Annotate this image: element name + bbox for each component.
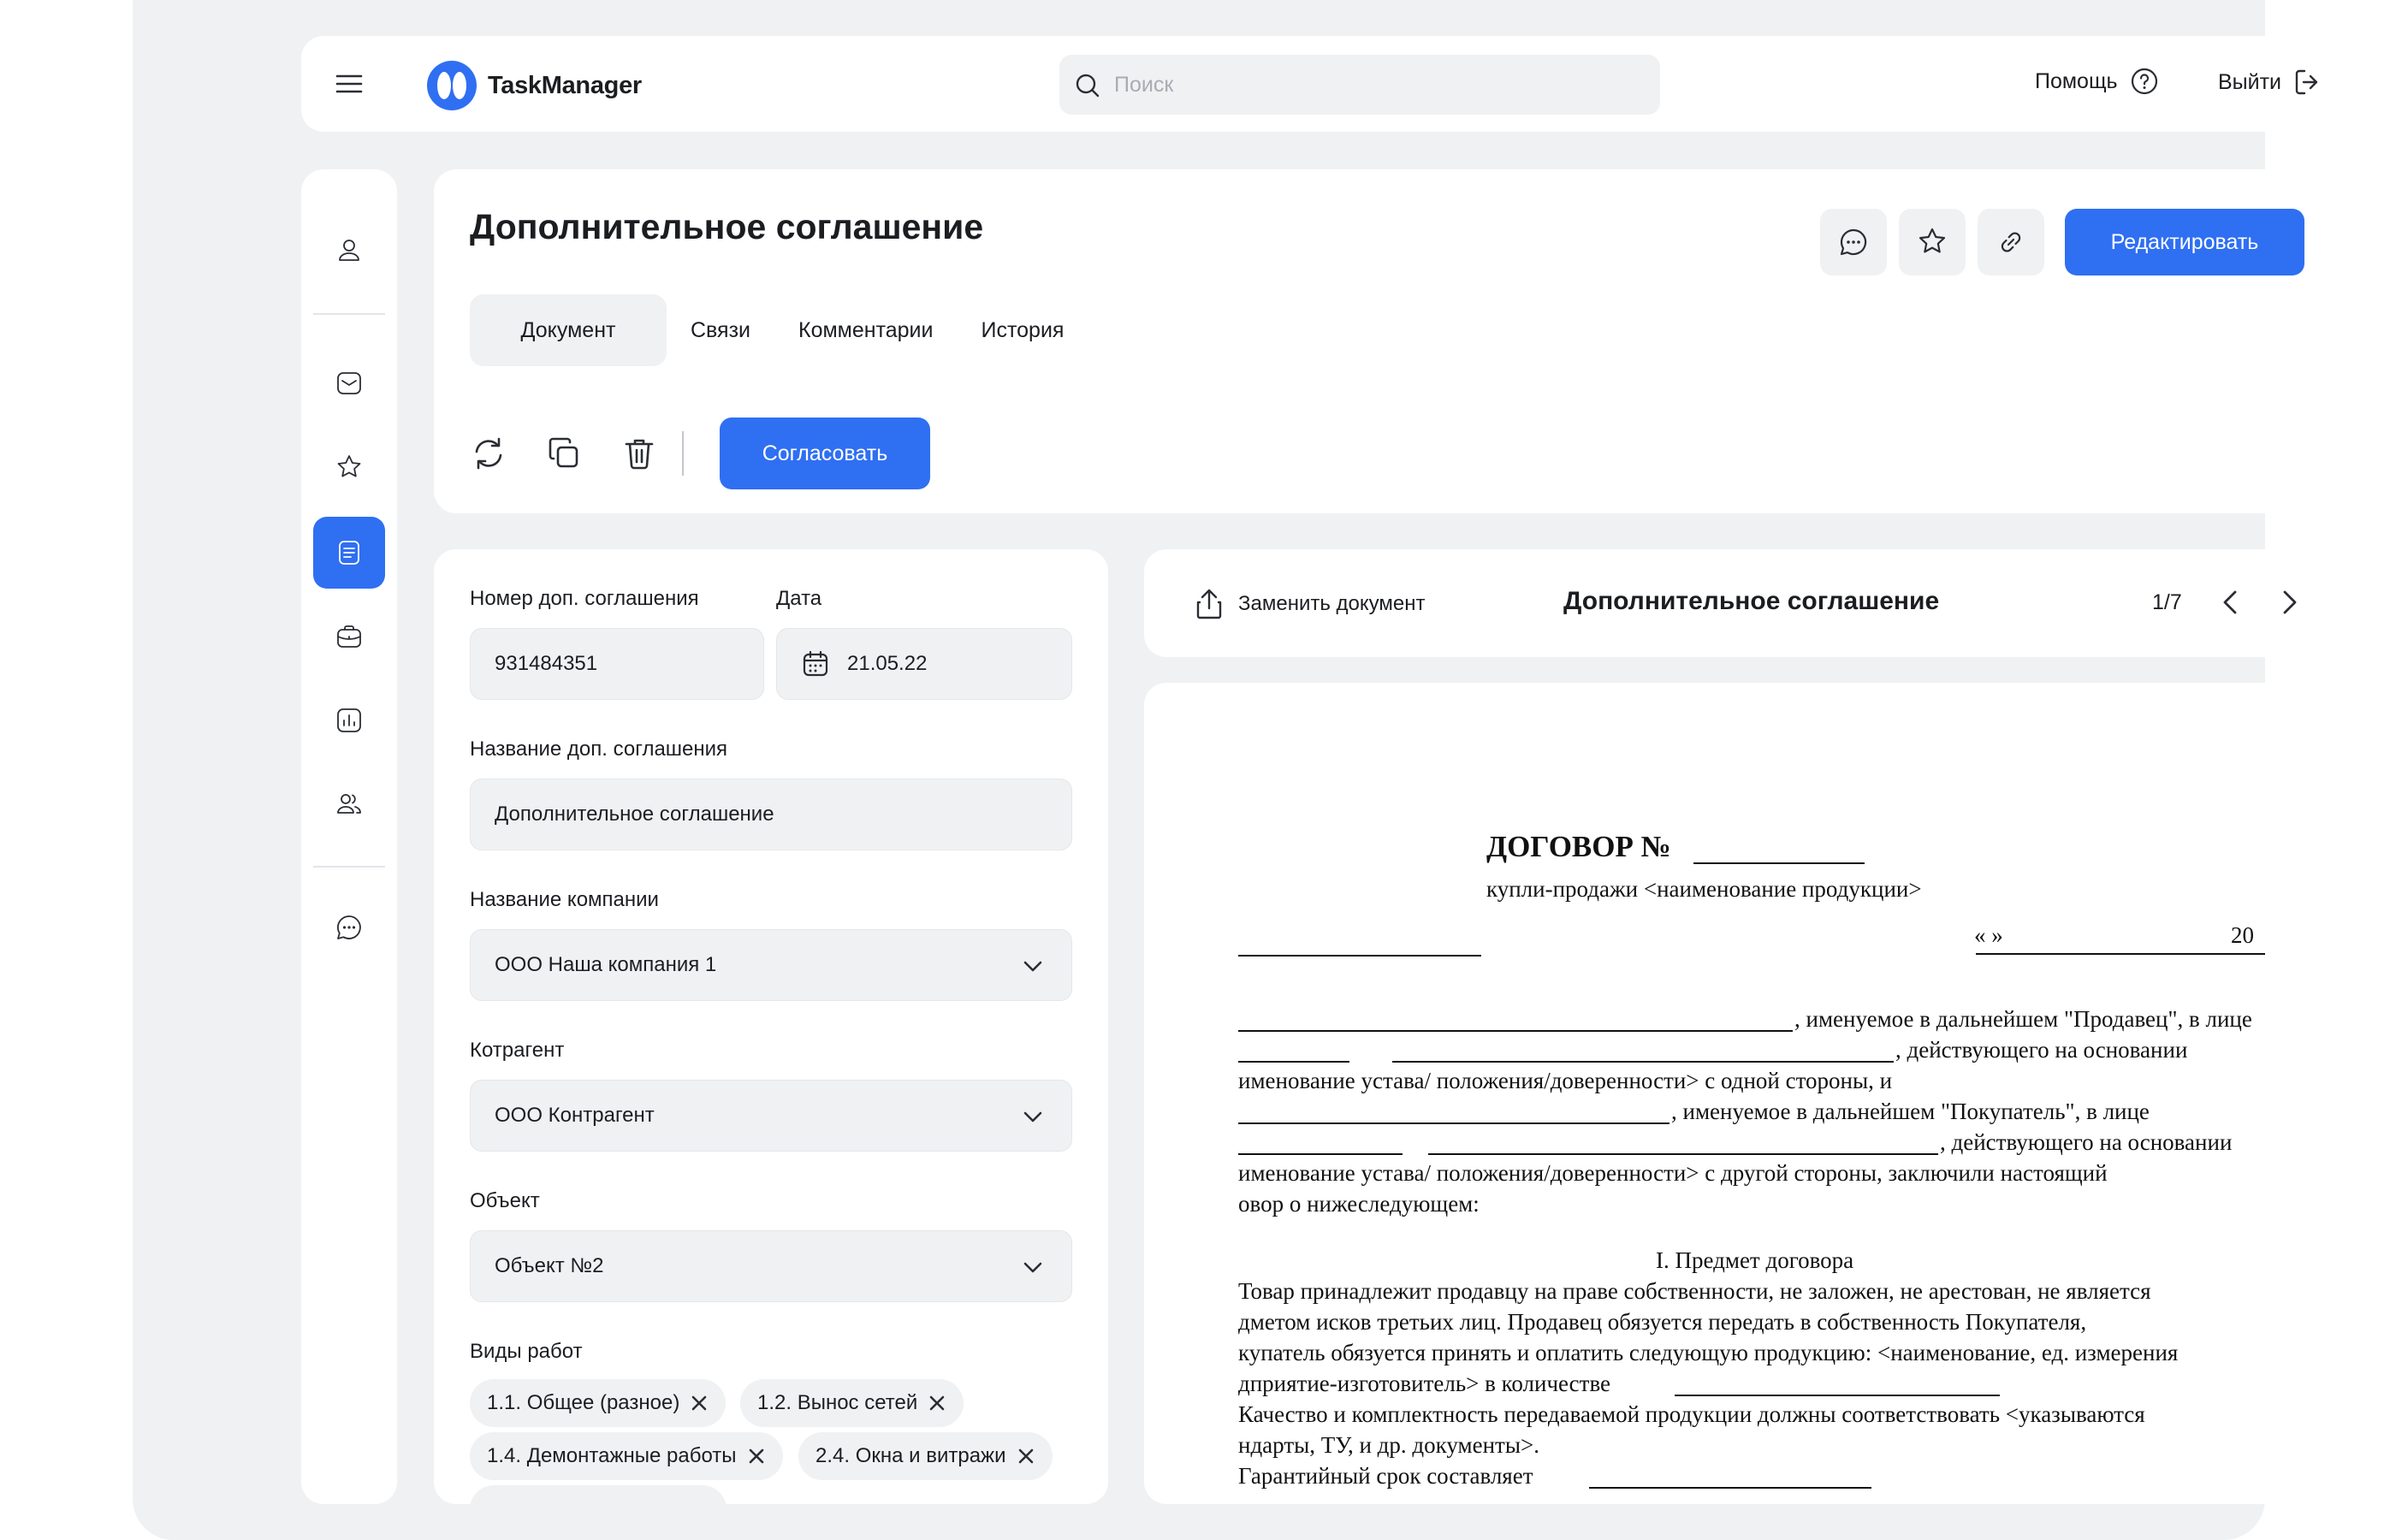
sidebar [301, 169, 397, 1504]
section-heading: I. Предмет договора [1656, 1247, 1854, 1273]
document-toolbar [470, 418, 930, 489]
name-label: Название доп. соглашения [470, 737, 728, 761]
document-icon [335, 538, 364, 567]
close-icon[interactable] [690, 1394, 709, 1413]
blank-line [1238, 955, 1481, 957]
number-label: Номер доп. соглашения [470, 587, 699, 610]
chevron-down-icon [1020, 1104, 1046, 1129]
tab-history[interactable]: История [981, 317, 1065, 342]
sidebar-item-documents[interactable] [313, 517, 385, 589]
help-link[interactable] [2035, 67, 2159, 96]
blank-line [1392, 1061, 1894, 1063]
top-header [301, 36, 2358, 132]
sidebar-item-inbox[interactable] [313, 347, 385, 419]
work-chip [740, 1379, 964, 1427]
briefcase-icon [335, 622, 364, 651]
paper-text-line: именование устава/ положения/доверенности> с одной стороны, и [1238, 1068, 1893, 1093]
blank-line [1238, 1061, 1349, 1063]
logout-icon [2292, 67, 2322, 98]
question-icon [2130, 67, 2159, 96]
chevron-down-icon [1020, 953, 1046, 979]
sidebar-item-profile[interactable] [313, 214, 385, 286]
company-value: ООО Наша компания 1 [495, 953, 717, 976]
menu-icon[interactable] [334, 68, 365, 99]
counterparty-select[interactable] [470, 1080, 1072, 1152]
sidebar-item-chat[interactable] [313, 891, 385, 963]
users-icon [335, 790, 364, 819]
paper-text-line: , именуемое в дальнейшем "Покупатель", в лице [1671, 1099, 2150, 1124]
name-field[interactable]: Дополнительное соглашение [470, 779, 1072, 850]
calendar-icon [801, 649, 830, 678]
sidebar-item-favorites[interactable] [313, 431, 385, 503]
paper-text-line: дприятие-изготовитель> в количестве [1238, 1371, 1611, 1396]
company-label: Название компании [470, 888, 659, 911]
close-icon[interactable] [1017, 1447, 1035, 1466]
tab-comments[interactable]: Комментарии [798, 317, 934, 342]
chat-icon [335, 913, 364, 942]
tabs [470, 294, 1088, 366]
comment-button[interactable] [1820, 209, 1887, 275]
paper-text-line: овор о нижеследующем: [1238, 1191, 1480, 1217]
logo[interactable] [426, 60, 642, 111]
star-icon [335, 453, 364, 482]
chat-icon [1837, 226, 1870, 258]
tab-document[interactable]: Документ [470, 294, 667, 366]
sidebar-divider [313, 866, 385, 868]
replace-document-button[interactable] [1192, 587, 1425, 621]
chevron-left-icon[interactable] [2214, 585, 2248, 619]
work-chip [798, 1432, 1053, 1480]
logout-link[interactable] [2218, 67, 2322, 98]
work-chip-label: 1.1. Общее (разное) [487, 1391, 680, 1414]
counterparty-value: ООО Контрагент [495, 1104, 655, 1127]
viewer-toolbar [1144, 549, 2358, 657]
blank-line [1693, 862, 1865, 864]
date-quotes: « » [1974, 922, 2003, 948]
blank-line [1976, 953, 2265, 955]
paper-text-line: ндарты, ТУ, и др. документы>. [1238, 1432, 1539, 1458]
refresh-icon[interactable] [470, 435, 507, 472]
duplicate-icon[interactable] [545, 435, 583, 472]
favorite-button[interactable] [1899, 209, 1966, 275]
page-title: Дополнительное соглашение [470, 207, 984, 246]
contract-subtitle: купли-продажи <наименование продукции> [1486, 876, 1922, 902]
sidebar-item-users[interactable] [313, 768, 385, 840]
chevron-right-icon[interactable] [2272, 585, 2306, 619]
page-counter: 1/7 [2152, 590, 2182, 614]
logo-mark-icon [426, 60, 477, 111]
date-field[interactable] [776, 628, 1072, 700]
chevron-down-icon [1020, 1254, 1046, 1280]
counterparty-label: Котрагент [470, 1039, 565, 1062]
upload-icon [1192, 587, 1226, 621]
paper-text-line: , именуемое в дальнейшем "Продавец", в лице [1794, 1006, 2252, 1032]
user-icon [335, 235, 364, 264]
work-chip-label: 1.2. Вынос сетей [757, 1391, 918, 1414]
search-input[interactable] [1114, 55, 1645, 115]
blank-line [1428, 1153, 1938, 1155]
blank-line [1238, 1153, 1403, 1155]
sidebar-item-cases[interactable] [313, 601, 385, 672]
search-box[interactable] [1059, 55, 1660, 115]
replace-document-label: Заменить документ [1238, 592, 1426, 615]
close-icon[interactable] [928, 1394, 946, 1413]
tab-links[interactable]: Связи [691, 317, 751, 342]
year-text: 20 [2231, 922, 2254, 948]
work-chip-label: 1.4. Демонтажные работы [487, 1444, 737, 1467]
toolbar-divider [682, 431, 684, 476]
works-label: Виды работ [470, 1340, 583, 1363]
link-icon [1995, 226, 2027, 258]
paper-text-line: Качество и комплектность передаваемой продукции должны соответствовать <указываются [1238, 1401, 2145, 1427]
work-chip-label: 2.4. Окна и витражи [815, 1444, 1006, 1467]
paper-text-line: дметом исков третьих лиц. Продавец обязуется передать в собственность Покупателя, [1238, 1309, 2087, 1335]
sidebar-divider [313, 313, 385, 315]
blank-line [1675, 1395, 2000, 1396]
paper-text-line: купатель обязуется принять и оплатить следующую продукцию: <наименование, ед. измерения [1238, 1340, 2179, 1365]
close-icon[interactable] [747, 1447, 766, 1466]
date-label: Дата [776, 587, 822, 610]
contract-title: ДОГОВОР № [1486, 830, 1671, 863]
blank-line [1238, 1122, 1669, 1124]
edit-button[interactable]: Редактировать [2065, 209, 2304, 275]
star-icon [1916, 226, 1948, 258]
help-label: Помощь [2035, 68, 2118, 93]
object-label: Объект [470, 1189, 540, 1212]
blank-line [1589, 1487, 1871, 1489]
paper-text-line: именование устава/ положения/доверенности> с другой стороны, заключили настоящий [1238, 1160, 2108, 1186]
form-panel [434, 549, 1108, 1504]
app-frame [133, 0, 2282, 1540]
document-header-card [434, 169, 2358, 513]
paper-text-line: Гарантийный срок составляет [1238, 1463, 1533, 1489]
document-page [1238, 683, 2265, 1504]
logo-text: TaskManager [488, 71, 642, 99]
paper-text-line: , действующего на основании [1895, 1037, 2188, 1063]
trash-icon[interactable] [620, 435, 658, 472]
paper-text-line: Товар принадлежит продавцу на праве собственности, не заложен, не арестован, не является [1238, 1278, 2151, 1304]
work-chip [470, 1379, 726, 1427]
blank-line [1238, 1030, 1793, 1032]
search-icon [1075, 73, 1100, 98]
logout-label: Выйти [2218, 69, 2282, 94]
date-value: 21.05.22 [847, 652, 928, 675]
work-chip-partial [470, 1485, 727, 1504]
inbox-icon [335, 369, 364, 398]
approve-button[interactable]: Согласовать [720, 418, 930, 489]
work-chip [470, 1432, 783, 1480]
number-field[interactable]: 931484351 [470, 628, 764, 700]
document-preview [1144, 683, 2358, 1504]
paper-text-line: , действующего на основании [1940, 1129, 2233, 1155]
object-value: Объект №2 [495, 1254, 604, 1277]
chart-icon [335, 706, 364, 735]
object-select[interactable] [470, 1230, 1072, 1302]
copy-link-button[interactable] [1978, 209, 2044, 275]
company-select[interactable] [470, 929, 1072, 1001]
sidebar-item-reports[interactable] [313, 684, 385, 756]
viewer-title: Дополнительное соглашение [1563, 587, 1940, 615]
